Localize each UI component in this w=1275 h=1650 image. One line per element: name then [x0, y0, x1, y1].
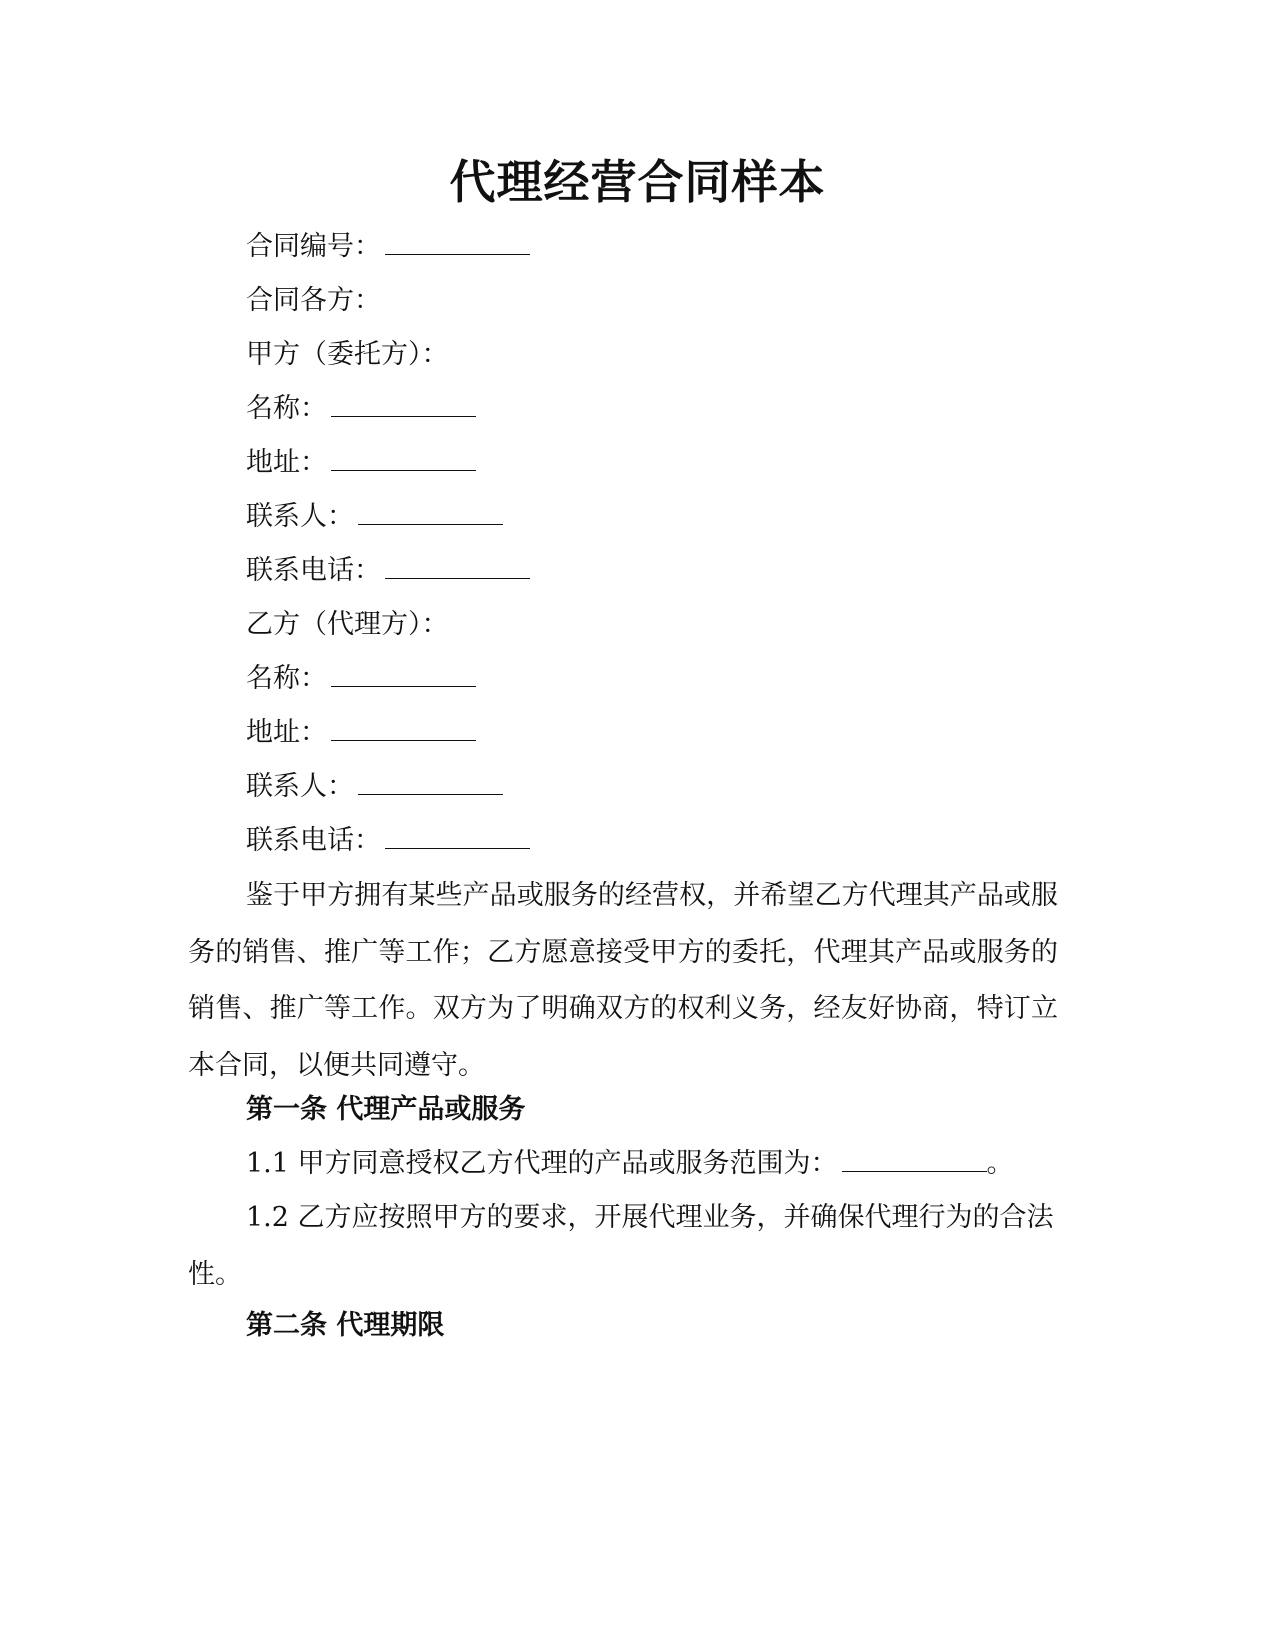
party-b-contact-line	[246, 767, 503, 807]
party-b-contact-blank	[358, 768, 503, 795]
party-b-address-line	[246, 713, 476, 753]
party-b-name-blank	[331, 660, 476, 687]
party-b-contact-label: 联系人：	[246, 771, 354, 802]
party-a-phone-line	[246, 551, 530, 591]
party-a-heading-label: 甲方（委托方）：	[246, 339, 449, 370]
article-2-heading: 第二条 代理期限	[246, 1310, 445, 1341]
party-a-address-label: 地址：	[246, 447, 327, 478]
parties-label: 合同各方：	[246, 285, 381, 316]
clause-1-1-end: 。	[986, 1148, 1014, 1179]
party-a-contact-label: 联系人：	[246, 501, 354, 532]
party-a-phone-label: 联系电话：	[246, 555, 381, 586]
party-b-name-label: 名称：	[246, 663, 327, 694]
clause-1-2: 1.2 乙方应按照甲方的要求，开展代理业务，并确保代理行为的合法性。	[188, 1202, 1054, 1290]
contract-number-blank	[385, 228, 530, 255]
party-a-name-blank	[331, 390, 476, 417]
party-a-heading	[246, 335, 449, 375]
preamble-paragraph: 鉴于甲方拥有某些产品或服务的经营权，并希望乙方代理其产品或服务的销售、推广等工作；乙方愿意接受甲方的委托，代理其产品或服务的销售、推广等工作。双方为了明确双方的权利义务，经友好协商，特订立本合同，以便共同遵守。	[188, 880, 1058, 1081]
party-b-phone-line	[246, 821, 530, 861]
party-a-phone-blank	[385, 552, 530, 579]
party-b-phone-blank	[385, 822, 530, 849]
party-a-address-line	[246, 443, 476, 483]
party-b-address-label: 地址：	[246, 717, 327, 748]
document-title: 代理经营合同样本	[449, 155, 826, 209]
contract-number-label: 合同编号：	[246, 231, 381, 262]
party-b-name-line	[246, 659, 476, 699]
parties-line	[246, 281, 381, 321]
party-b-heading-label: 乙方（代理方）：	[246, 609, 449, 640]
party-a-contact-line	[246, 497, 503, 537]
clause-1-1-text: 1.1 甲方同意授权乙方代理的产品或服务范围为：	[246, 1148, 838, 1179]
clause-1-1-blank	[842, 1145, 987, 1172]
party-a-contact-blank	[358, 498, 503, 525]
contract-number-line	[246, 227, 530, 267]
clause-1-1	[188, 1136, 1058, 1193]
party-a-address-blank	[331, 444, 476, 471]
party-a-name-line	[246, 389, 476, 429]
article-1-heading: 第一条 代理产品或服务	[246, 1094, 526, 1125]
party-a-name-label: 名称：	[246, 393, 327, 424]
party-b-phone-label: 联系电话：	[246, 825, 381, 856]
party-b-heading	[246, 605, 449, 645]
party-b-address-blank	[331, 714, 476, 741]
